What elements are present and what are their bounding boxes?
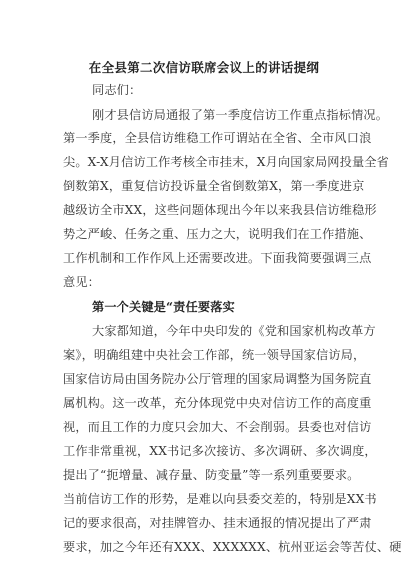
paragraph-line: 国家信访局由国务院办公厅管理的国家局调整为国务院直 [63,372,372,386]
paragraph-line: 势之严峻、任务之重、压力之大，说明我们在工作措施、 [63,227,372,241]
paragraph-line: 刚才县信访局通报了第一季度信访工作重点指标情况。 [92,108,389,122]
paragraph-line: 记的要求很高，对挂牌管办、挂末通报的情况提出了严肃 [63,516,372,530]
paragraph-line: 案》，明确组建中央社会工作部，统一领导国家信访局， [63,348,366,362]
paragraph-line: 要求，加之今年还有XXX、XXXXXX、杭州亚运会等苦仗、硬 [63,540,402,554]
paragraph-line: 倒数第X，重复信访投诉量全省倒数第X，第一季度进京 [63,179,365,193]
paragraph-line: 工作机制和工作作风上还需要改进。下面我简要强调三点 [63,251,372,265]
paragraph-line: 大家都知道，今年中央印发的《党和国家机构改革方 [92,324,376,338]
paragraph-line: 属机构。这一改革，充分体现党中央对信访工作的高度重 [63,396,372,410]
paragraph-line: 当前信访工作的形势，是难以向县委交差的，特别是XX书 [63,492,377,506]
paragraph-line: 第一季度，全县信访维稳工作可谓站在全省、全市风口浪 [63,131,372,145]
salutation-line: 同志们： [92,83,142,97]
paragraph-line: 意见： [63,275,101,289]
section-heading: 第一个关键是“责任要落实 [92,300,235,314]
paragraph-line: 工作非常重视，XX书记多次接访、多次调研、多次调度， [63,444,377,458]
paragraph-line: 视，而且工作的力度只会加大、不会削弱。县委也对信访 [63,420,372,434]
document-title: 在全县第二次信访联席会议上的讲话提纲 [88,60,320,75]
paragraph-line: 尖。X-X月信访工作考核全市挂末，X月向国家局网投量全省 [63,155,389,169]
paragraph-line: 越级访全市XX，这些问题体现出今年以来我县信访维稳形 [63,203,377,217]
paragraph-line: 提出了“扼增量、减存量、防变量”等一系列重要要求。 [63,468,360,482]
